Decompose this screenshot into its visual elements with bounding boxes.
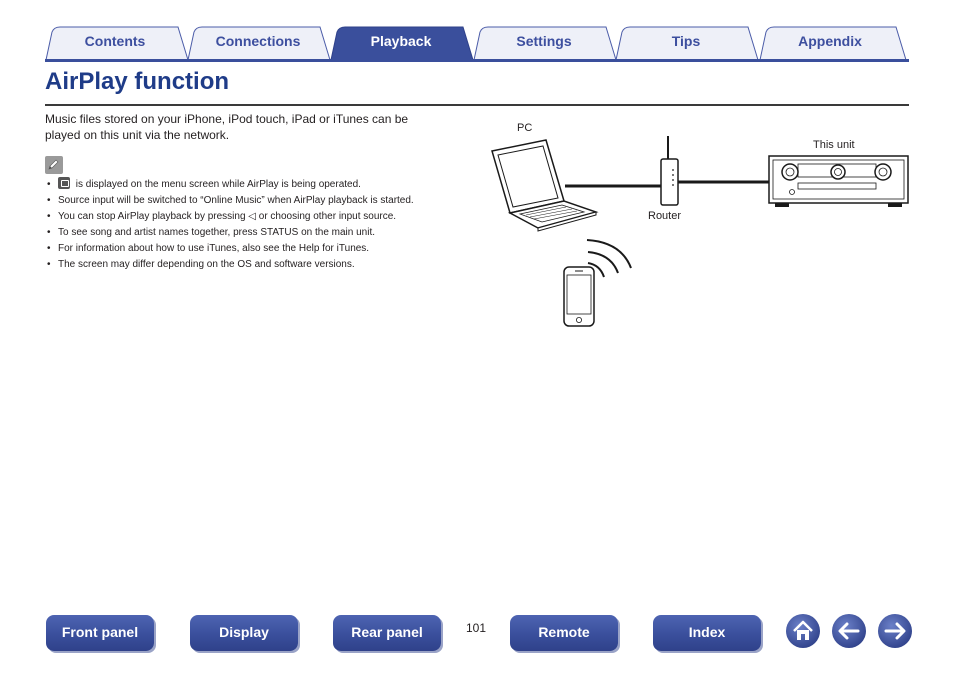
intro-line-1: Music files stored on your iPhone, iPod touch, iPad or iTunes can be [45, 112, 409, 126]
title-divider [45, 104, 909, 106]
display-button[interactable]: Display [190, 615, 298, 651]
remote-button[interactable]: Remote [510, 615, 618, 651]
notes-list [45, 177, 465, 273]
airplay-icon [58, 177, 70, 189]
back-button[interactable] [831, 613, 867, 649]
index-button[interactable]: Index [653, 615, 761, 651]
smartphone-icon [564, 267, 594, 326]
front-panel-button[interactable]: Front panel [46, 615, 154, 651]
note-item: • Source input will be switched to “Online Music” when AirPlay playback is started. [45, 193, 465, 209]
tab-connections[interactable]: Connections [215, 33, 301, 49]
intro-line-2: played on this unit via the network. [45, 127, 230, 142]
forward-button[interactable] [877, 613, 913, 649]
note-item: • The screen may differ depending on the OS and software versions. [45, 257, 465, 273]
rear-panel-button[interactable]: Rear panel [333, 615, 441, 651]
tab-tips[interactable]: Tips [671, 33, 701, 49]
receiver-icon [769, 156, 908, 207]
page-title: AirPlay function [45, 68, 230, 95]
note-item: • To see song and artist names together, press STATUS on the main unit. [45, 225, 465, 241]
tab-settings[interactable]: Settings [516, 33, 572, 49]
note-item: • For information about how to use iTunes, also see the Help for iTunes. [45, 241, 465, 257]
this-unit-label: This unit [813, 139, 855, 151]
tab-playback[interactable]: Playback [370, 33, 432, 49]
home-icon [785, 613, 821, 649]
tab-bar [0, 0, 954, 64]
note-item: • You can stop AirPlay playback by pressing ◁ or choosing other input source. [45, 209, 465, 225]
router-icon [661, 136, 678, 205]
home-button[interactable] [785, 613, 821, 649]
tab-baseline [45, 59, 909, 62]
page-number: 101 [465, 621, 487, 635]
pc-label: PC [517, 122, 533, 134]
note-item: • is displayed on the menu screen while AirPlay is being operated. [45, 177, 465, 193]
tab-appendix[interactable]: Appendix [798, 33, 862, 49]
arrow-right-icon [877, 613, 913, 649]
intro-text [45, 112, 445, 143]
network-diagram [480, 115, 920, 335]
router-label: Router [648, 210, 682, 222]
pencil-note-icon [45, 156, 63, 174]
arrow-left-icon [831, 613, 867, 649]
tab-contents[interactable]: Contents [84, 33, 146, 49]
